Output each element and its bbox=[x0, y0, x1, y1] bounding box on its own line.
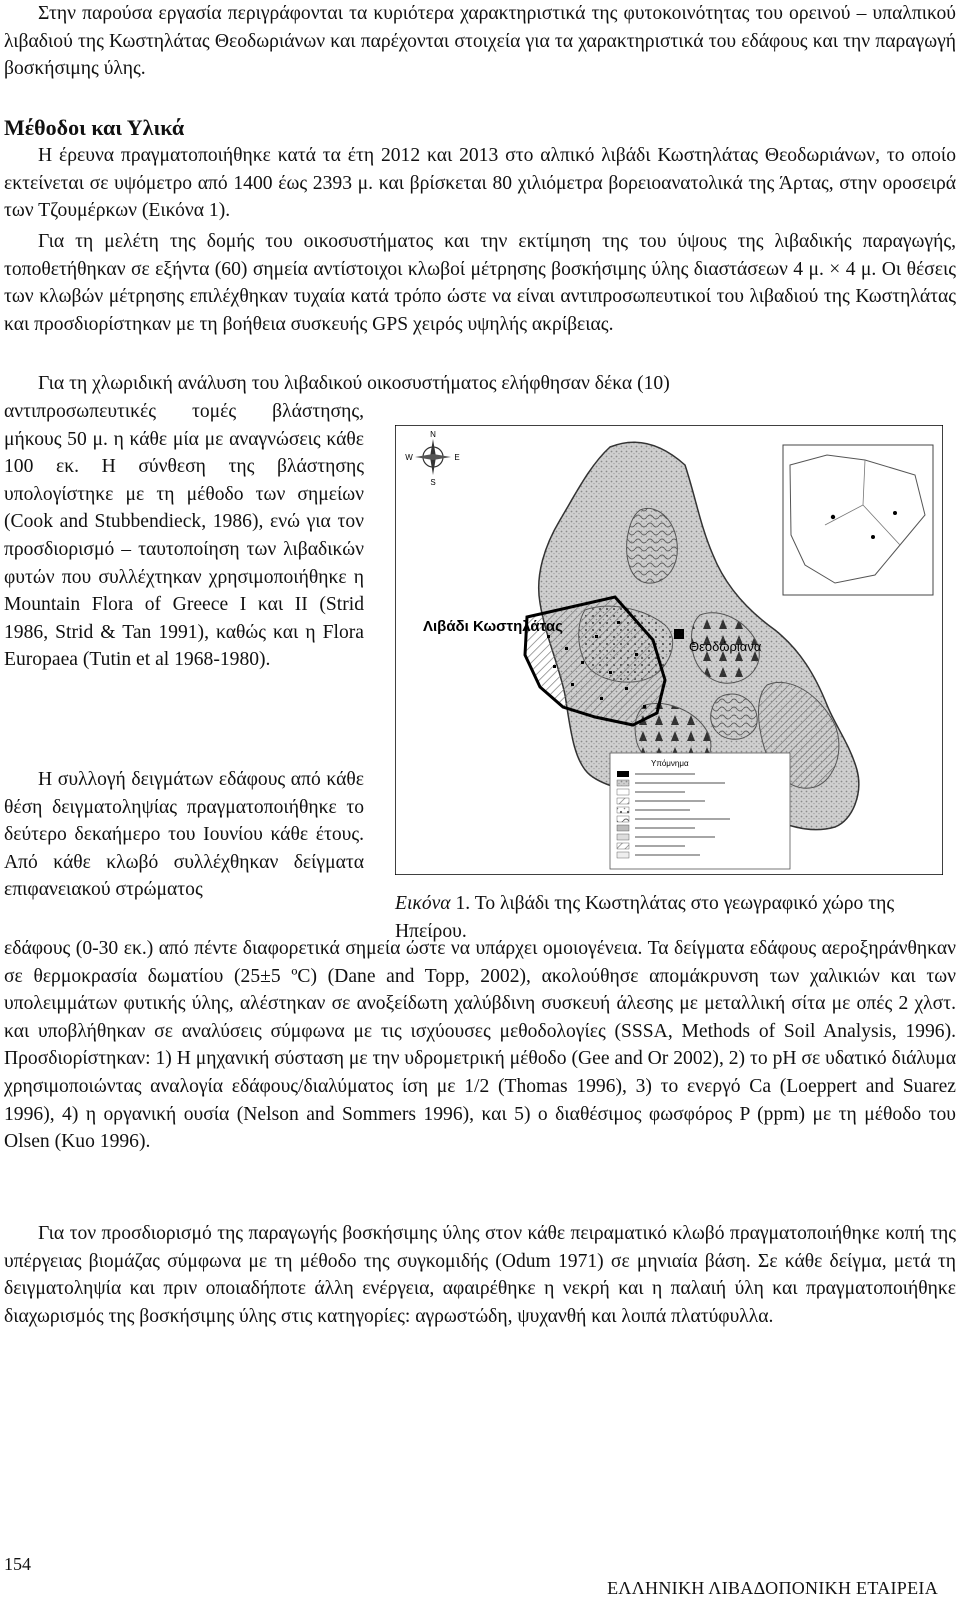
paragraph-soil-continued: εδάφους (0-30 εκ.) από πέντε διαφορετικά σημεία ώστε να υπάρχει ομοιογένεια. Τα δείγματα εδάφους αεροξηράνθηκαν σε θερμοκρασία δωματίου (25±5 ºC) (Dane and Topp, 2002), ακολούθησε απομάκρυνση των χαλικιών και των υπολειμμάτων φυτικής ύλης, αλέστηκαν σε ανοξείδωτη χαλύβδινη συσκευή άλεσης με μεταλλική σίτα με οπές 2 χλστ. και υποβλήθηκαν σε αναλύσεις σύμφωνα με τις ισχύουσες μεθοδολογίες (SSSA, Methods of Soil Analysis, 1996). Προσδιορίστηκαν: 1) Η μηχανική σύσταση με την υδρομετρική μέθοδο (Gee and Or 2002), 2) το pH σε υδατικό διάλυμα χρησιμοποιώντας αναλογία εδάφους/διαλύματος ίση με 1/2 (Thomas 1996), 3) το ενεργό Ca (Loeppert and Suarez 1996), 4) η οργανική ουσία (Nelson and Sommers 1996), και 5) ο διαθέσιμος φωσφόρος P (ppm) με τη μέθοδο του Olsen (Kuo 1996). bbox=[4, 938, 956, 1153]
meadow-label: Λιβάδι Κωστηλάτας bbox=[423, 618, 563, 635]
paragraph-study-area: Η έρευνα πραγματοποιήθηκε κατά τα έτη 2012 και 2013 στο αλπικό λιβάδι Κωστηλάτας Θεοδωριάνων, το οποίο εκτείνεται σε υψόμετρο από 1400 έως 2393 μ. και βρίσκεται 80 χιλιόμετρα βορειοανατολικά της Άρτας, στην οροσειρά των Τζουμέρκων (Εικόνα 1). bbox=[4, 145, 956, 222]
svg-text:N: N bbox=[430, 430, 436, 439]
section-heading: Μέθοδοι και Υλικά bbox=[4, 115, 185, 140]
paragraph-biomass: Για τον προσδιορισμό της παραγωγής βοσκήσιμης ύλης στον κάθε πειραματικό κλωβό πραγματοποιήθηκε κοπή της υπέργειας βιομάζας σύμφωνα με τη μέθοδο της συγκομιδής (Odum 1971) σε μηνιαία βάση. Σε κάθε δείγμα, μετά τη δειγματοληψία και πριν οποιαδήποτε άλλη ενέργεια, αφαιρέθηκε η νεκρή και η παλαιή ύλη και πραγματοποιήθηκε διαχωρισμός της βοσκήσιμης ύλης στις κατηγορίες: αγρωστώδη, ψυχανθή και λοιπά πλατύφυλλα. bbox=[4, 1223, 956, 1327]
legend-title: Υπόμνημα bbox=[651, 759, 689, 768]
paragraph-floristic-wrapped: αντιπροσωπευτικές τομές βλάστησης, μήκους 50 μ. η κάθε μία με αναγνώσεις κάθε 100 εκ. Η σύνθεση της βλάστησης υπολογίστηκε με τη μέθοδο των σημείων (Cook and Stubbendieck, 1986), ενώ για τον προσδιορισμό – ταυτοποίηση των λιβαδικών φυτών που συλλέχτηκαν χρησιμοποιήθηκε η Mountain Flora of Greece I και II (Strid 1986, Strid & Tan 1991), καθώς και η Flora Europaea (Tutin et al 1968-1980). bbox=[4, 401, 364, 671]
svg-text:E: E bbox=[454, 453, 460, 462]
paragraph-floristic-first-line: Για τη χλωριδική ανάλυση του λιβαδικού οικοσυστήματος ελήφθησαν δέκα (10) bbox=[38, 373, 670, 394]
intro-paragraph: Στην παρούσα εργασία περιγράφονται τα κυριότερα χαρακτηριστικά της φυτοκοινότητας του ορεινού – υπαλπικού λιβαδιού της Κωστηλάτας Θεοδωριάνων και παρέχονται στοιχεία για τα χαρακτηριστικά του εδάφους και την παραγωγή βοσκήσιμης ύλης. bbox=[4, 3, 956, 80]
page-number: 154 bbox=[4, 1554, 31, 1574]
journal-footer: ΕΛΛΗΝΙΚΗ ΛΙΒΑΔΟΠΟΝΙΚΗ ΕΤΑΙΡΕΙΑ bbox=[607, 1578, 938, 1598]
figure-caption-label: Εικόνα bbox=[395, 893, 451, 914]
village-marker-icon bbox=[674, 629, 684, 639]
map-figure bbox=[395, 425, 943, 875]
map-image bbox=[395, 425, 943, 875]
figure-caption bbox=[395, 890, 915, 945]
paragraph-cages: Για τη μελέτη της δομής του οικοσυστήματος και την εκτίμηση της του ύψους της λιβαδικής παραγωγής, τοποθετήθηκαν σε εξήντα (60) σημεία αντίστοιχοι κλωβοί μέτρησης βοσκήσιμης ύλης διαστάσεων 4 μ. × 4 μ. Οι θέσεις των κλωβών μέτρησης επιλέχθηκαν τυχαία κατά τρόπο ώστε να είναι αντιπροσωπευτικοί του λιβαδιού της Κωστηλάτας και προσδιορίστηκαν με τη βοήθεια συσκευής GPS χειρός υψηλής ακρίβειας. bbox=[4, 231, 956, 335]
inset-map bbox=[783, 445, 933, 595]
svg-text:W: W bbox=[405, 453, 413, 462]
figure-caption-text: 1. Το λιβάδι της Κωστηλάτας στο γεωγραφικό χώρο της Ηπείρου. bbox=[395, 893, 895, 942]
village-label: Θεοδώριανα bbox=[689, 639, 762, 654]
svg-text:S: S bbox=[430, 478, 436, 487]
paragraph-soil-wrapped: Η συλλογή δειγμάτων εδάφους από κάθε θέση δειγματοληψίας πραγματοποιήθηκε το δεύτερο δεκαήμερο του Ιουνίου κάθε έτους. Από κάθε κλωβό συλλέχθηκαν δείγματα επιφανειακού στρώματος bbox=[4, 769, 364, 901]
map-legend bbox=[610, 753, 790, 869]
